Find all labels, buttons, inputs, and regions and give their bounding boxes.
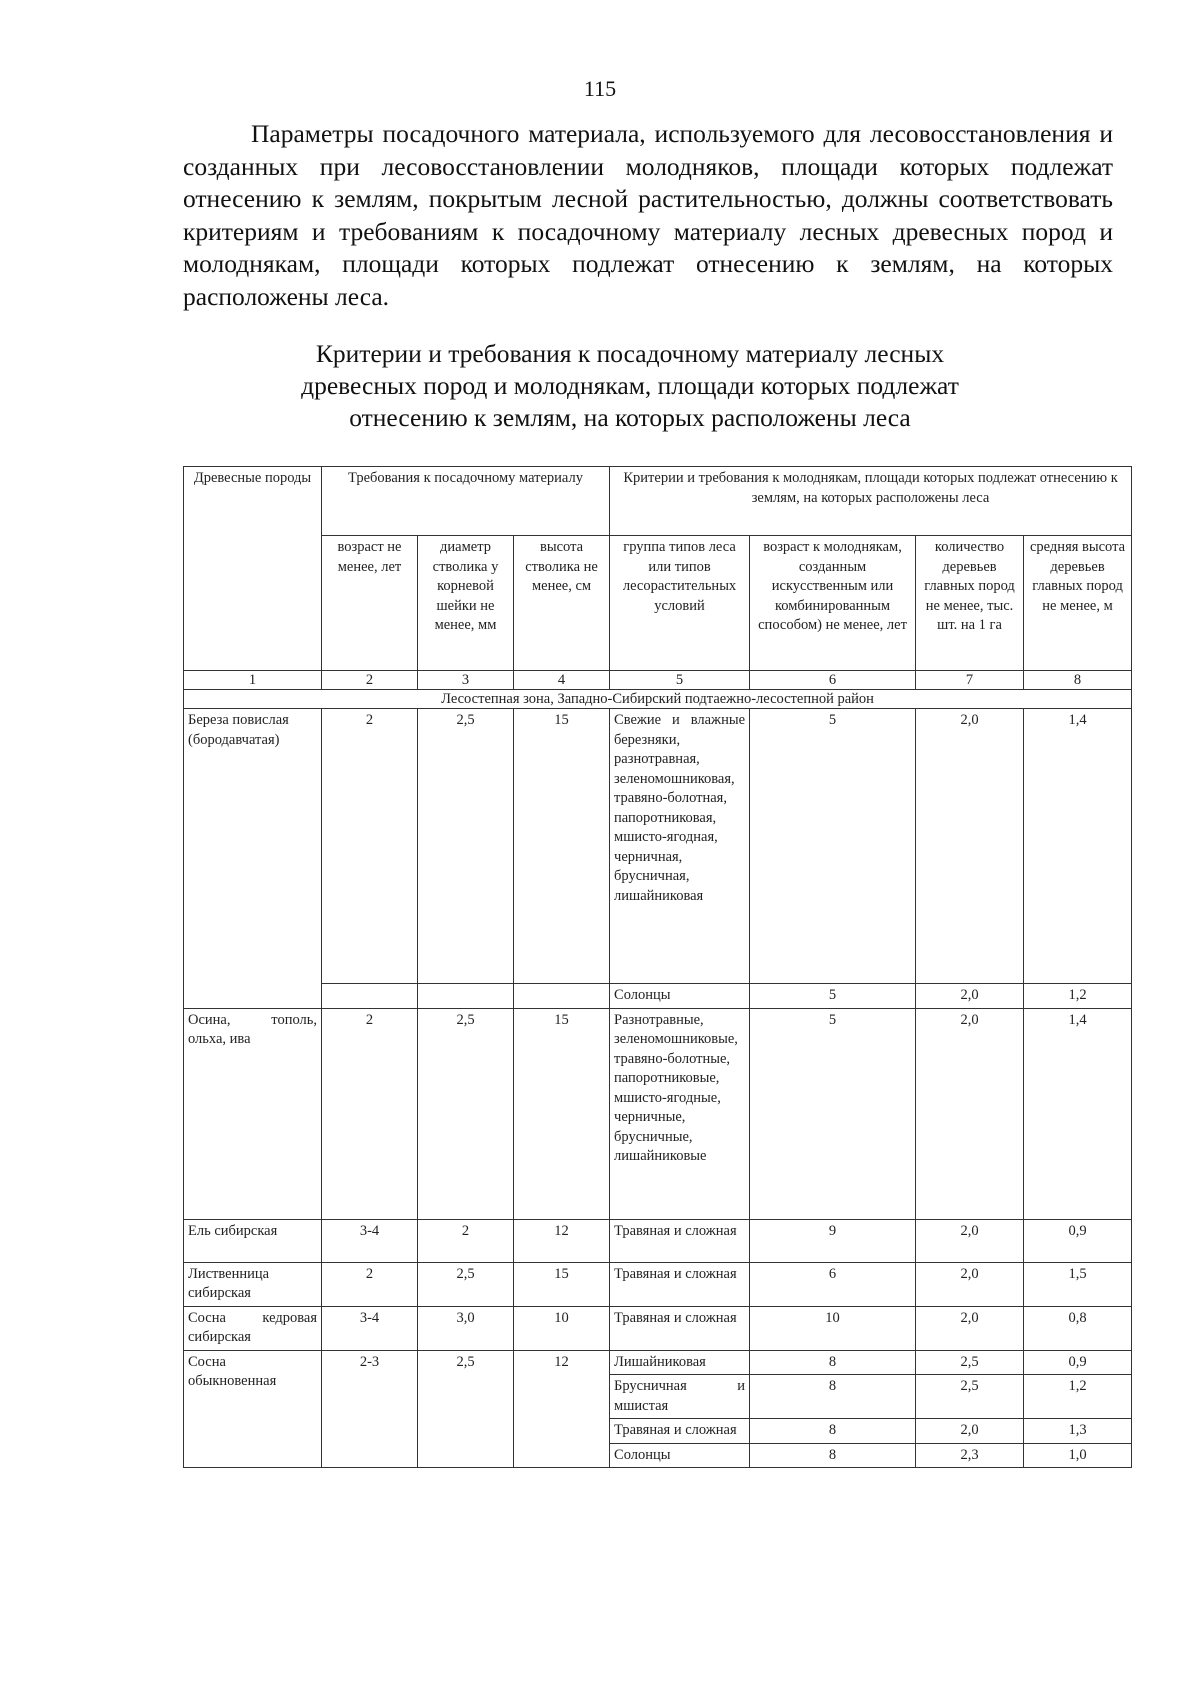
mean-height-cell: 0,8: [1024, 1306, 1132, 1350]
diameter-cell: 2: [418, 1219, 514, 1262]
tree-count-cell: 2,5: [916, 1375, 1024, 1419]
header-young-age: возраст к молоднякам, созданным искусственным или комбинированным способом) не менее, лет: [750, 536, 916, 671]
column-number: 8: [1024, 671, 1132, 690]
table-row: [184, 709, 1132, 984]
tree-count-cell: 2,0: [916, 1306, 1024, 1350]
age-cell: 3-4: [322, 1219, 418, 1262]
forest-type-cell: Травяная и сложная: [610, 1262, 750, 1306]
table-title: [230, 338, 1030, 434]
table-subheader-row: [184, 536, 1132, 671]
table-row: [184, 1219, 1132, 1262]
table-row: [184, 984, 1132, 1009]
mean-height-cell: 1,5: [1024, 1262, 1132, 1306]
zone-label: Лесостепная зона, Западно-Сибирский подтаежно-лесостепной район: [184, 690, 1132, 709]
empty-cell: [418, 984, 514, 1009]
diameter-cell: 2,5: [418, 1008, 514, 1219]
age-cell: 2-3: [322, 1350, 418, 1468]
forest-type-cell: Травяная и сложная: [610, 1419, 750, 1444]
species-cell: Ель сибирская: [184, 1219, 322, 1262]
mean-height-cell: 1,2: [1024, 984, 1132, 1009]
mean-height-cell: 0,9: [1024, 1219, 1132, 1262]
header-young-stands: Критерии и требования к молоднякам, площади которых подлежат отнесению к землям, на которых расположены леса: [610, 467, 1132, 536]
diameter-cell: 2,5: [418, 709, 514, 984]
forest-type-cell: Разнотравные, зеленомошниковые, травяно-болотные, папоротниковые, мшисто-ягодные, черничные, брусничные, лишайниковые: [610, 1008, 750, 1219]
young-age-cell: 5: [750, 984, 916, 1009]
height-cell: 12: [514, 1350, 610, 1468]
mean-height-cell: 1,4: [1024, 1008, 1132, 1219]
page-number: 115: [583, 76, 617, 101]
tree-count-cell: 2,3: [916, 1443, 1024, 1468]
criteria-table: [183, 466, 1132, 1468]
table-title-line: Критерии и требования к посадочному материалу лесных: [315, 339, 945, 368]
table-row: [184, 1262, 1132, 1306]
table-title-line: древесных пород и молоднякам, площади которых подлежат: [301, 371, 959, 400]
column-number: 5: [610, 671, 750, 690]
species-cell: Сосна обыкновенная: [184, 1350, 322, 1468]
height-cell: 15: [514, 1008, 610, 1219]
age-cell: 3-4: [322, 1306, 418, 1350]
empty-cell: [322, 984, 418, 1009]
young-age-cell: 5: [750, 1008, 916, 1219]
height-cell: 15: [514, 1262, 610, 1306]
header-height: высота стволика не менее, см: [514, 536, 610, 671]
species-cell: Береза повислая (бородавчатая): [184, 709, 322, 1009]
forest-type-cell: Травяная и сложная: [610, 1219, 750, 1262]
header-mean-height: средняя высота деревьев главных пород не менее, м: [1024, 536, 1132, 671]
tree-count-cell: 2,0: [916, 984, 1024, 1009]
header-forest-type: группа типов леса или типов лесорастительных условий: [610, 536, 750, 671]
forest-type-cell: Травяная и сложная: [610, 1306, 750, 1350]
age-cell: 2: [322, 1262, 418, 1306]
column-numbers-row: [184, 671, 1132, 690]
young-age-cell: 9: [750, 1219, 916, 1262]
header-planting-material: Требования к посадочному материалу: [322, 467, 610, 536]
column-number: 1: [184, 671, 322, 690]
young-age-cell: 6: [750, 1262, 916, 1306]
mean-height-cell: 0,9: [1024, 1350, 1132, 1375]
column-number: 7: [916, 671, 1024, 690]
table-row: [184, 1008, 1132, 1219]
header-age: возраст не менее, лет: [322, 536, 418, 671]
table-title-line: отнесению к землям, на которых расположены леса: [349, 403, 911, 432]
species-cell: Сосна кедровая сибирская: [184, 1306, 322, 1350]
tree-count-cell: 2,0: [916, 709, 1024, 984]
tree-count-cell: 2,0: [916, 1419, 1024, 1444]
tree-count-cell: 2,0: [916, 1262, 1024, 1306]
age-cell: 2: [322, 1008, 418, 1219]
column-number: 2: [322, 671, 418, 690]
header-diameter: диаметр стволика у корневой шейки не менее, мм: [418, 536, 514, 671]
zone-row: [184, 690, 1132, 709]
young-age-cell: 10: [750, 1306, 916, 1350]
young-age-cell: 8: [750, 1350, 916, 1375]
empty-cell: [514, 984, 610, 1009]
forest-type-cell: Солонцы: [610, 1443, 750, 1468]
species-cell: Лиственница сибирская: [184, 1262, 322, 1306]
tree-count-cell: 2,0: [916, 1219, 1024, 1262]
header-tree-count: количество деревьев главных пород не менее, тыс. шт. на 1 га: [916, 536, 1024, 671]
column-number: 4: [514, 671, 610, 690]
young-age-cell: 8: [750, 1375, 916, 1419]
young-age-cell: 8: [750, 1443, 916, 1468]
young-age-cell: 5: [750, 709, 916, 984]
intro-paragraph: Параметры посадочного материала, используемого для лесовосстановления и созданных при лесовосстановлении молодняков, площади которых подлежат отнесению к землям, покрытым лесной растительностью, должны соответствовать критериям и требованиям к посадочному материалу лесных древесных пород и молоднякам, площади которых подлежат отнесению к землям, на которых расположены леса.: [183, 119, 1113, 311]
tree-count-cell: 2,0: [916, 1008, 1024, 1219]
mean-height-cell: 1,4: [1024, 709, 1132, 984]
table-header-row: [184, 467, 1132, 536]
column-number: 3: [418, 671, 514, 690]
age-cell: 2: [322, 709, 418, 984]
table-row: [184, 1350, 1132, 1375]
species-cell: Осина, тополь, ольха, ива: [184, 1008, 322, 1219]
forest-type-cell: Лишайниковая: [610, 1350, 750, 1375]
header-species: Древесные породы: [184, 467, 322, 671]
young-age-cell: 8: [750, 1419, 916, 1444]
forest-type-cell: Свежие и влажные березняки, разнотравная, зеленомошниковая, травяно-болотная, папоротниковая, мшисто-ягодная, черничная, брусничная, лишайниковая: [610, 709, 750, 984]
column-number: 6: [750, 671, 916, 690]
diameter-cell: 2,5: [418, 1262, 514, 1306]
mean-height-cell: 1,0: [1024, 1443, 1132, 1468]
mean-height-cell: 1,2: [1024, 1375, 1132, 1419]
height-cell: 12: [514, 1219, 610, 1262]
table-row: [184, 1306, 1132, 1350]
tree-count-cell: 2,5: [916, 1350, 1024, 1375]
height-cell: 10: [514, 1306, 610, 1350]
mean-height-cell: 1,3: [1024, 1419, 1132, 1444]
height-cell: 15: [514, 709, 610, 984]
diameter-cell: 3,0: [418, 1306, 514, 1350]
forest-type-cell: Солонцы: [610, 984, 750, 1009]
forest-type-cell: Брусничная и мшистая: [610, 1375, 750, 1419]
diameter-cell: 2,5: [418, 1350, 514, 1468]
